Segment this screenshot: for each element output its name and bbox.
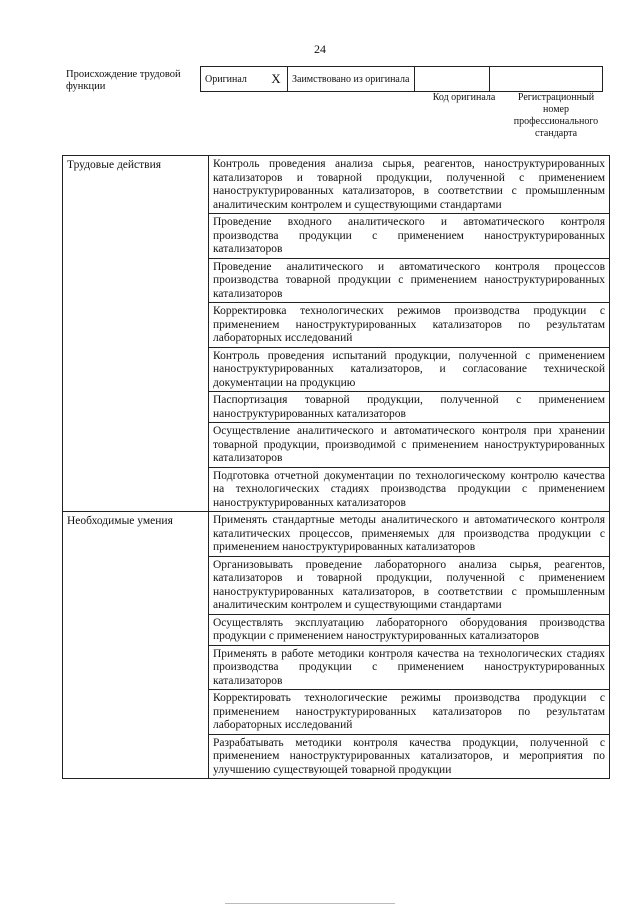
section-item: Корректировать технологические режимы производства продукции с применением наноструктурированных катализаторов по результатам лабораторных исследований — [209, 690, 610, 735]
section-item: Проведение аналитического и автоматического контроля процессов производства товарной продукции с применением наноструктурированных катализаторов — [209, 258, 610, 303]
section-item: Подготовка отчетной документации по технологическому контролю качества на технологических стадиях производства продукции с применением наноструктурированных катализаторов — [209, 467, 610, 512]
original-mark: X — [265, 67, 288, 92]
page-number: 24 — [314, 42, 326, 56]
original-cell: Оригинал — [201, 67, 266, 92]
origin-label: Происхождение трудовой функции — [66, 69, 181, 92]
section-item: Корректировка технологических режимов производства продукции с применением наноструктурированных катализаторов по результатам лабораторных исследований — [209, 303, 610, 348]
section-item: Разрабатывать методики контроля качества продукции, полученной с применением наноструктурированных катализаторов, и мероприятия по улучшению существующей товарной продукции — [209, 734, 610, 779]
section-item: Паспортизация товарной продукции, полученной с применением наноструктурированных катализаторов — [209, 392, 610, 423]
labor-function-table — [62, 155, 610, 779]
reg-number-caption: Регистрационный номер профессионального стандарта — [513, 92, 599, 139]
code-caption: Код оригинала — [432, 92, 496, 103]
section-item: Осуществлять эксплуатацию лабораторного оборудования производства продукции с применением наноструктурированных катализаторов — [209, 614, 610, 645]
borrowed-cell: Заимствовано из оригинала — [288, 67, 415, 92]
section-item: Применять в работе методики контроля качества на технологических стадиях производства продукции с применением наноструктурированных катализаторов — [209, 645, 610, 690]
section-item: Проведение входного аналитического и автоматического контроля производства продукции с применением наноструктурированных катализаторов — [209, 214, 610, 259]
section-category: Необходимые умения — [63, 512, 209, 779]
scan-edge — [225, 903, 395, 904]
section-item: Осуществление аналитического и автоматического контроля при хранении товарной продукции, производимой с применением наноструктурированных катализаторов — [209, 423, 610, 468]
origin-table — [200, 66, 603, 92]
section-item: Применять стандартные методы аналитического и автоматического контроля каталитических процессов, применяемых для производства продукции с применением наноструктурированных катализаторов — [209, 512, 610, 557]
section-item: Организовывать проведение лабораторного анализа сырья, реагентов, катализаторов и товарной продукции, полученной с применением наноструктурированных катализаторов, в соответствии с промышленным аналитическим контролем и существующими стандартами — [209, 556, 610, 614]
section-item: Контроль проведения анализа сырья, реагентов, наноструктурированных катализаторов и товарной продукции, полученной с применением наноструктурированных катализаторов, в соответствии с промышленным аналитическим контролем и существующими стандартами — [209, 156, 610, 214]
section-item: Контроль проведения испытаний продукции, полученной с применением наноструктурированных катализаторов, и согласование технической документации на продукцию — [209, 347, 610, 392]
table-row — [63, 156, 610, 214]
code-cell — [415, 67, 490, 92]
table-row — [63, 512, 610, 557]
section-category: Трудовые действия — [63, 156, 209, 512]
reg-number-cell — [490, 67, 603, 92]
